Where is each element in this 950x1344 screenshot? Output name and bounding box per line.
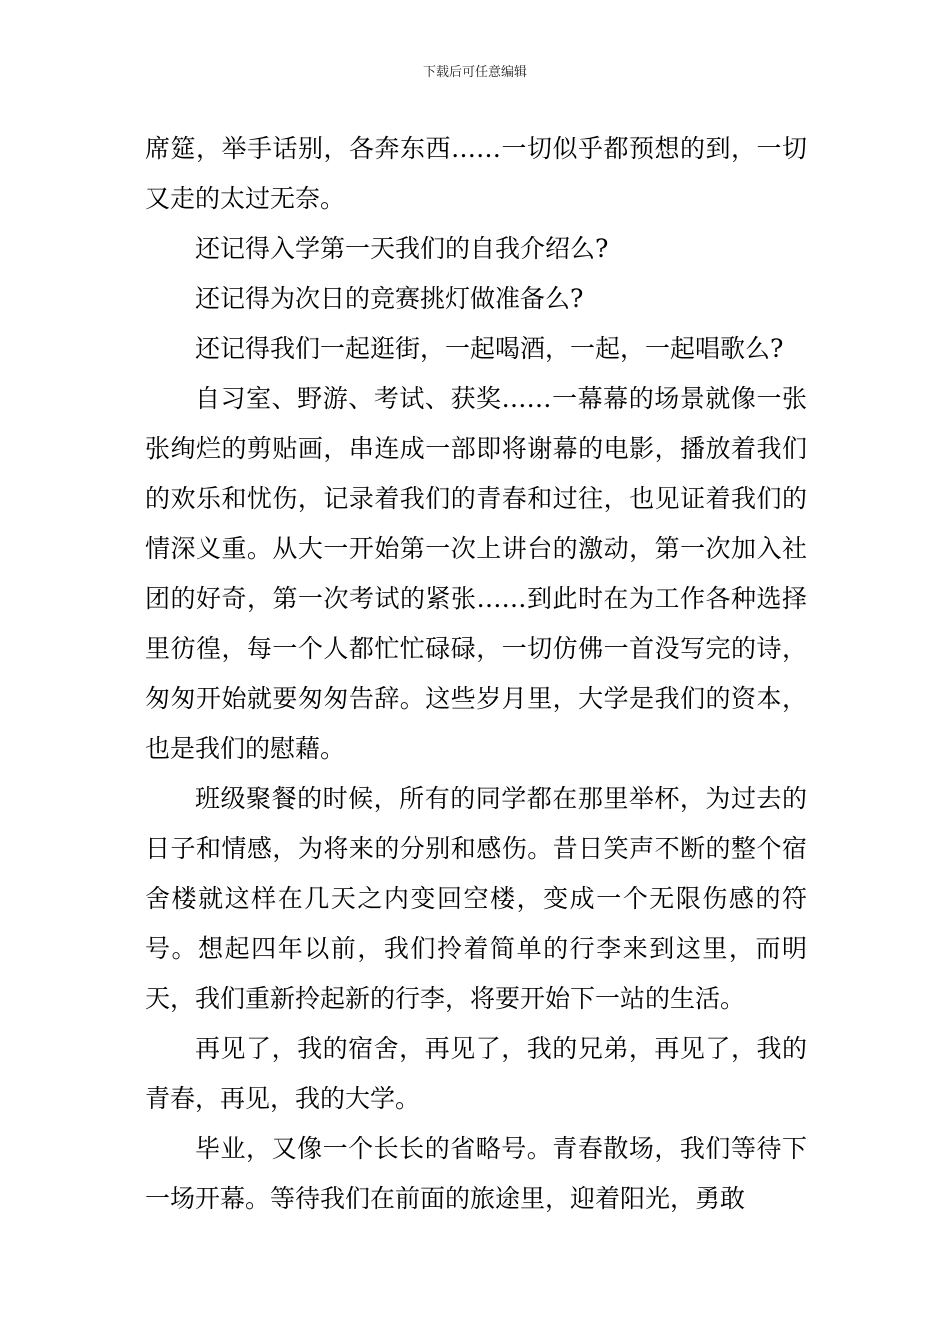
paragraph-5: 自习室、野游、考试、获奖……一幕幕的场景就像一张张绚烂的剪贴画，串连成一部即将谢幕的电影，播放着我们的欢乐和忧伤，记录着我们的青春和过往，也见证着我们的情深义重。从大一开始第一次上讲台的激动，第一次加入社团的好奇，第一次考试的紧张……到此时在为工作各种选择里彷徨，每一个人都忙忙碌碌，一切仿佛一首没写完的诗，匆匆开始就要匆匆告辞。这些岁月里，大学是我们的资本，也是我们的慰藉。 [145,384,807,763]
paragraph-3: 还记得为次日的竞赛挑灯做准备么? [195,284,584,313]
paragraph-2: 还记得入学第一天我们的自我介绍么? [195,234,609,263]
document-body [145,124,807,1224]
paragraph-8: 毕业，又像一个长长的省略号。青春散场，我们等待下一场开幕。等待我们在前面的旅途里，迎着阳光，勇敢 [145,1134,807,1213]
paragraph-1: 席筵，举手话别，各奔东西……一切似乎都预想的到，一切又走的太过无奈。 [145,134,807,213]
paragraph-4: 还记得我们一起逛街，一起喝酒，一起，一起唱歌么? [195,334,784,363]
paragraph-6: 班级聚餐的时候，所有的同学都在那里举杯，为过去的日子和情感，为将来的分别和感伤。昔日笑声不断的整个宿舍楼就这样在几天之内变回空楼，变成一个无限伤感的符号。想起四年以前，我们拎着简单的行李来到这里，而明天，我们重新拎起新的行李，将要开始下一站的生活。 [145,784,807,1013]
paragraph-7: 再见了，我的宿舍，再见了，我的兄弟，再见了，我的青春，再见，我的大学。 [145,1034,807,1113]
page-header: 下载后可任意编辑 [422,65,527,80]
